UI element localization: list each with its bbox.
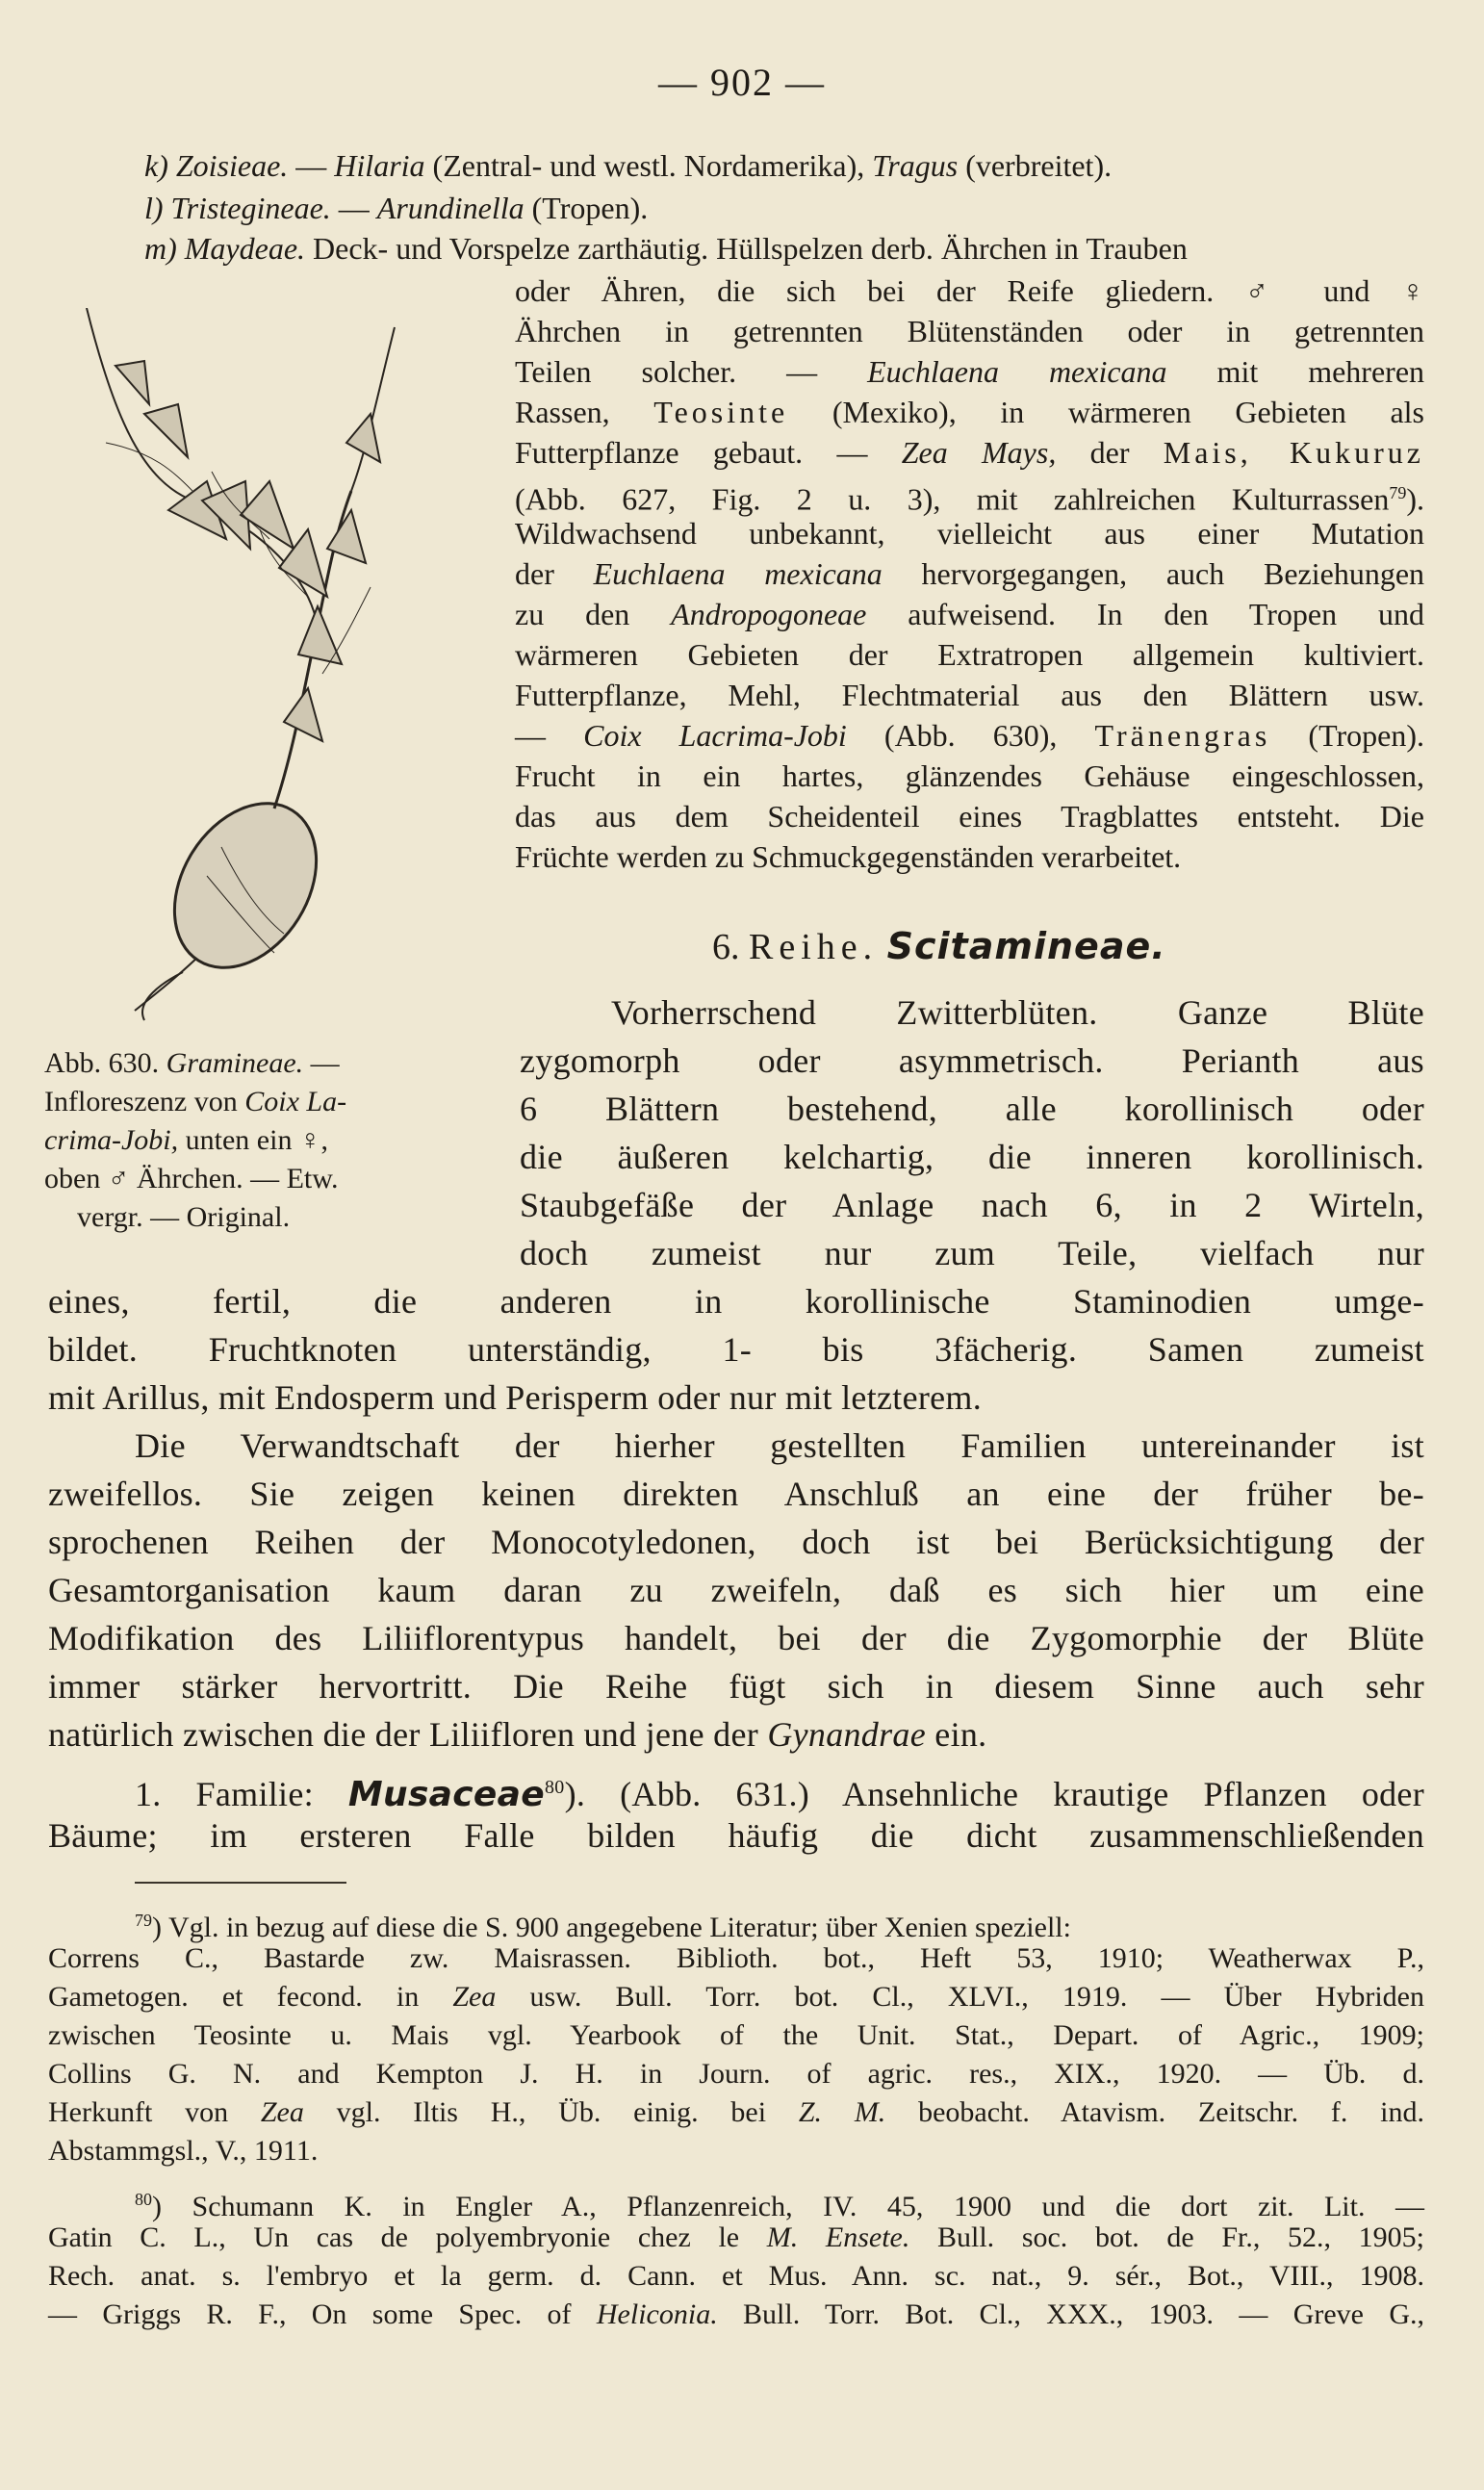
body-text-line: die äußeren kelchartig, die inneren korollinisch.	[520, 1138, 1424, 1176]
body-text-line: sprochenen Reihen der Monocotyledonen, doch ist bei Berücksichtigung der	[48, 1523, 1424, 1561]
text-line: zu den Andropogoneae aufweisend. In den Tropen und	[515, 597, 1425, 631]
text-line: (Abb. 627, Fig. 2 u. 3), mit zahlreichen Kulturrassen$^{79}$).	[515, 481, 1424, 517]
coix-illustration	[77, 308, 404, 1030]
body-text-line: 1. Familie: Musaceae$^{80}$). (Abb. 631.) Ansehnliche krautige Pflanzen oder	[135, 1775, 1424, 1814]
figure-caption-line: Abb. 630. Gramineae. —	[44, 1047, 340, 1079]
tribe-line-zoisieae: k) Zoisieae. — Hilaria (Zentral- und westl. Nordamerika), Tragus (verbreitet).	[144, 148, 1113, 183]
text-line: — Coix Lacrima-Jobi (Abb. 630), Tränengras (Tropen).	[515, 718, 1425, 753]
text-line: Futterpflanze, Mehl, Flechtmaterial aus den Blättern usw.	[515, 678, 1424, 712]
text-line: Teilen solcher. — Euchlaena mexicana mit mehreren	[515, 354, 1425, 389]
section-heading: 6. Reihe. Scitamineae.	[712, 925, 1166, 967]
body-text-line: Staubgefäße der Anlage nach 6, in 2 Wirteln,	[520, 1186, 1424, 1224]
footnote-ref-80[interactable]: 80	[544, 1777, 565, 1798]
text-line: Wildwachsend unbekannt, vielleicht aus einer Mutation	[515, 516, 1424, 551]
footnote-line: Herkunft von Zea vgl. Iltis H., Üb. einig. bei Z. M. beobacht. Atavism. Zeitschr. f. ind.	[48, 2096, 1424, 2128]
footnote-line: Gametogen. et fecond. in Zea usw. Bull. Torr. bot. Cl., XLVI., 1919. — Über Hybriden	[48, 1981, 1425, 2013]
body-text-line: zygomorph oder asymmetrisch. Perianth aus	[520, 1041, 1424, 1080]
body-text-line: 6 Blättern bestehend, alle korollinisch oder	[520, 1090, 1424, 1128]
figure-caption-line: crima-Jobi, unten ein ♀,	[44, 1124, 328, 1156]
footnote-line: — Griggs R. F., On some Spec. of Heliconia. Bull. Torr. Bot. Cl., XXX., 1903. — Greve G.,	[48, 2298, 1424, 2330]
footnote-line: Correns C., Bastarde zw. Maisrassen. Biblioth. bot., Heft 53, 1910; Weatherwax P.,	[48, 1942, 1424, 1974]
footnote-line: $^{80}$) Schumann K. in Engler A., Pflanzenreich, IV. 45, 1900 und die dort zit. Lit. —	[135, 2190, 1424, 2222]
footnote-line: Gatin C. L., Un cas de polyembryonie chez le M. Ensete. Bull. soc. bot. de Fr., 52., 1905;	[48, 2221, 1424, 2253]
body-text-line: mit Arillus, mit Endosperm und Perisperm oder nur mit letzterem.	[48, 1378, 983, 1417]
body-text-line: Vorherrschend Zwitterblüten. Ganze Blüte	[611, 993, 1424, 1032]
footnote-ref-79[interactable]: 79	[1389, 483, 1407, 502]
footnote-line: Rech. anat. s. l'embryo et la germ. d. Cann. et Mus. Ann. sc. nat., 9. sér., Bot., VIII., 1908.	[48, 2260, 1424, 2292]
page-number: — 902 —	[658, 61, 826, 104]
body-text-line: bildet. Fruchtknoten unterständig, 1- bis 3fächerig. Samen zumeist	[48, 1330, 1424, 1369]
text-line: Futterpflanze gebaut. — Zea Mays, der Mais, Kukuruz	[515, 435, 1424, 470]
body-text-line: Bäume; im ersteren Falle bilden häufig die dicht zusammenschließenden	[48, 1816, 1424, 1855]
fruit-capsule	[145, 778, 345, 994]
footnote-line: Abstammgsl., V., 1911.	[48, 2135, 319, 2167]
text-line: der Euchlaena mexicana hervorgegangen, auch Beziehungen	[515, 556, 1425, 591]
body-text-line: doch zumeist nur zum Teile, vielfach nur	[520, 1234, 1424, 1272]
body-text-line: Gesamtorganisation kaum daran zu zweifeln, daß es sich hier um eine	[48, 1571, 1424, 1609]
footnote-line: $^{79}$) Vgl. in bezug auf diese die S. 900 angegebene Literatur; über Xenien speziell:	[135, 1911, 1071, 1943]
text-line: Frucht in ein hartes, glänzendes Gehäuse eingeschlossen,	[515, 758, 1424, 793]
body-text-line: natürlich zwischen die der Liliifloren und jene der Gynandrae ein.	[48, 1715, 987, 1754]
body-text-line: Modifikation des Liliiflorentypus handelt, bei der die Zygomorphie der Blüte	[48, 1619, 1424, 1657]
figure-caption-line: vergr. — Original.	[77, 1201, 291, 1233]
tribe-line-tristegineae: l) Tristegineae. — Arundinella (Tropen).	[144, 191, 649, 225]
body-text-line: Die Verwandtschaft der hierher gestellten Familien untereinander ist	[135, 1426, 1424, 1465]
footnote-divider	[135, 1882, 346, 1884]
text-line: oder Ähren, die sich bei der Reife gliedern. ♂ und ♀	[515, 273, 1424, 308]
text-line: wärmeren Gebieten der Extratropen allgemein kultiviert.	[515, 637, 1424, 672]
section-title: Scitamineae.	[886, 925, 1166, 967]
figure-caption-line: Infloreszenz von Coix La-	[44, 1086, 347, 1117]
text-line: Früchte werden zu Schmuckgegenständen verarbeitet.	[515, 839, 1182, 874]
footnote-line: Collins G. N. and Kempton J. H. in Journ. of agric. res., XIX., 1920. — Üb. d.	[48, 2058, 1424, 2090]
figure-caption-line: oben ♂ Ährchen. — Etw.	[44, 1163, 339, 1194]
family-name: Musaceae	[347, 1775, 545, 1814]
footnote-line: zwischen Teosinte u. Mais vgl. Yearbook of the Unit. Stat., Depart. of Agric., 1909;	[48, 2019, 1424, 2051]
body-text-line: eines, fertil, die anderen in korollinische Staminodien umge-	[48, 1282, 1424, 1321]
text-line: das aus dem Scheidenteil eines Tragblattes entsteht. Die	[515, 799, 1424, 834]
text-line: Ährchen in getrennten Blütenständen oder in getrennten	[515, 314, 1424, 348]
body-text-line: zweifellos. Sie zeigen keinen direkten Anschluß an eine der früher be-	[48, 1475, 1424, 1513]
tribe-line-maydeae: m) Maydeae. Deck- und Vorspelze zarthäutig. Hüllspelzen derb. Ährchen in Trauben	[144, 231, 1188, 266]
body-text-line: immer stärker hervortritt. Die Reihe fügt sich in diesem Sinne auch sehr	[48, 1667, 1424, 1706]
text-line: Rassen, Teosinte (Mexiko), in wärmeren Gebieten als	[515, 395, 1425, 429]
